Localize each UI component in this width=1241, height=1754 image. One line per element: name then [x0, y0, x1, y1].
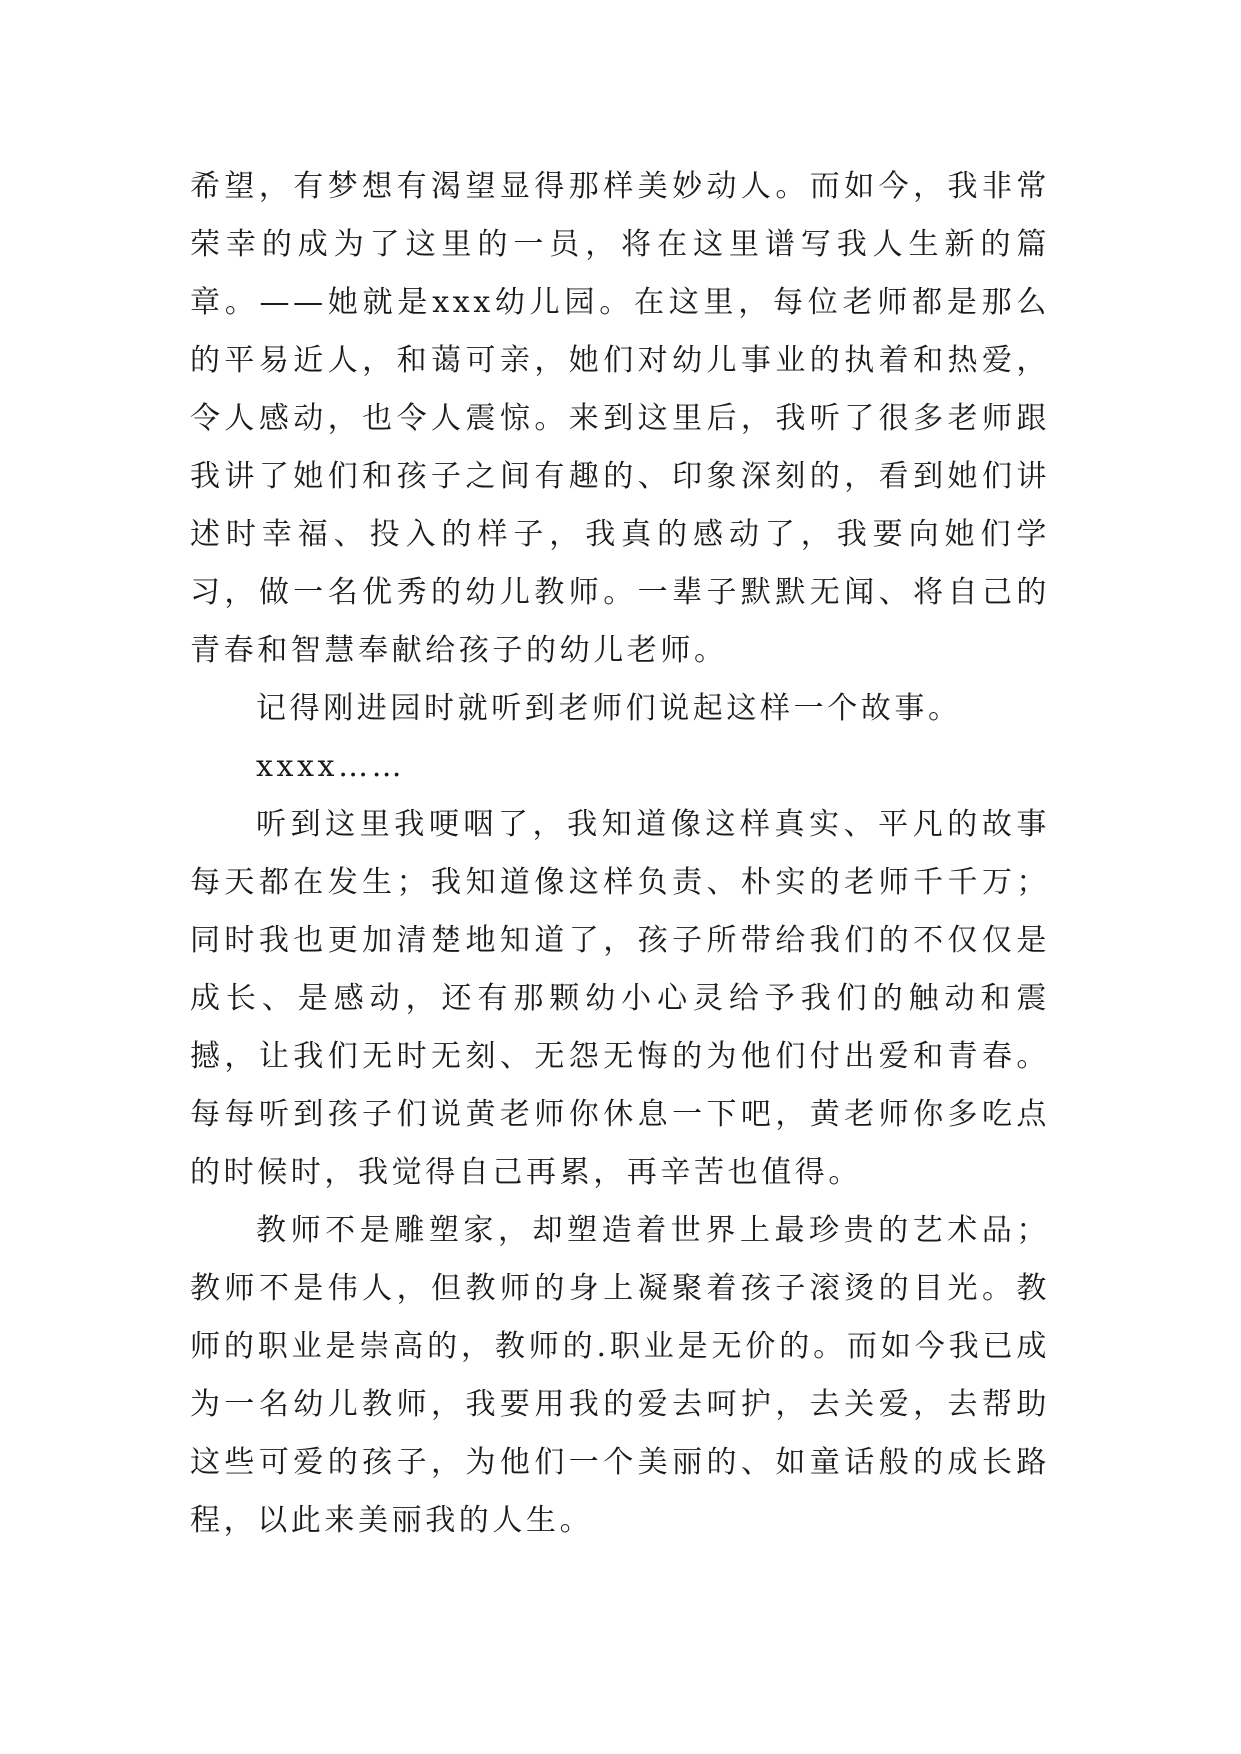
paragraph-conclusion: 教师不是雕塑家，却塑造着世界上最珍贵的艺术品；教师不是伟人，但教师的身上凝聚着孩子滚烫的目光。教师的职业是崇高的，教师的.职业是无价的。而如今我已成为一名幼儿教师，我要用我的爱去呵护，去关爱，去帮助这些可爱的孩子，为他们一个美丽的、如童话般的成长路程，以此来美丽我的人生。	[190, 1213, 1050, 1538]
paragraph-continued: 希望，有梦想有渴望显得那样美妙动人。而如今，我非常荣幸的成为了这里的一员，将在这里谱写我人生新的篇章。——她就是xxx幼儿园。在这里，每位老师都是那么的平易近人，和蔼可亲，她们对幼儿事业的执着和热爱，令人感动，也令人震惊。来到这里后，我听了很多老师跟我讲了她们和孩子之间有趣的、印象深刻的，看到她们讲述时幸福、投入的样子，我真的感动了，我要向她们学习，做一名优秀的幼儿教师。一辈子默默无闻、将自己的青春和智慧奉献给孩子的幼儿老师。	[190, 169, 1050, 668]
paragraph-story-placeholder: xxxx……	[256, 749, 406, 784]
paragraph-story-intro: 记得刚进园时就听到老师们说起这样一个故事。	[256, 691, 962, 726]
body-text	[190, 158, 1050, 1550]
paragraph-reflection: 听到这里我哽咽了，我知道像这样真实、平凡的故事每天都在发生；我知道像这样负责、朴实的老师千千万；同时我也更加清楚地知道了，孩子所带给我们的不仅仅是成长、是感动，还有那颗幼小心灵给予我们的触动和震撼，让我们无时无刻、无怨无悔的为他们付出爱和青春。每每听到孩子们说黄老师你休息一下吧，黄老师你多吃点的时候时，我觉得自己再累，再辛苦也值得。	[190, 807, 1050, 1190]
